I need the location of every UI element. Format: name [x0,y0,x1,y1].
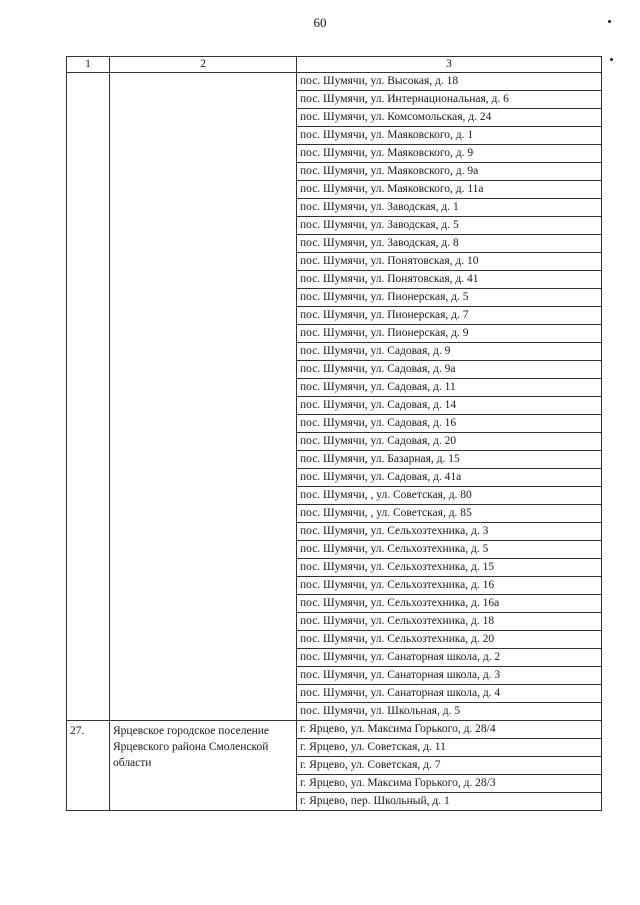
scan-speck [610,58,613,61]
address-cell: пос. Шумячи, ул. Интернациональная, д. 6 [297,91,602,109]
address-cell: пос. Шумячи, ул. Пионерская, д. 5 [297,289,602,307]
address-cell: пос. Шумячи, ул. Сельхозтехника, д. 15 [297,559,602,577]
address-cell: пос. Шумячи, ул. Маяковского, д. 9а [297,163,602,181]
address-table [66,56,602,811]
address-cell: пос. Шумячи, , ул. Советская, д. 80 [297,487,602,505]
address-cell: г. Ярцево, пер. Школьный, д. 1 [297,793,602,811]
address-cell: пос. Шумячи, ул. Заводская, д. 8 [297,235,602,253]
address-cell: г. Ярцево, ул. Максима Горького, д. 28/4 [297,721,602,739]
settlement-name-cell [110,73,297,721]
settlement-name-cell: Ярцевское городское поселение Ярцевского района Смоленской области [110,721,297,811]
address-cell: пос. Шумячи, ул. Пионерская, д. 9 [297,325,602,343]
table-row [67,721,602,739]
address-cell: пос. Шумячи, ул. Базарная, д. 15 [297,451,602,469]
address-cell: пос. Шумячи, ул. Школьная, д. 5 [297,703,602,721]
table-row [67,73,602,91]
address-cell: пос. Шумячи, ул. Садовая, д. 41а [297,469,602,487]
address-cell: пос. Шумячи, ул. Садовая, д. 14 [297,397,602,415]
address-cell: пос. Шумячи, ул. Садовая, д. 11 [297,379,602,397]
address-cell: пос. Шумячи, ул. Маяковского, д. 9 [297,145,602,163]
row-number-cell [67,73,110,721]
address-cell: г. Ярцево, ул. Советская, д. 11 [297,739,602,757]
row-number-cell: 27. [67,721,110,811]
address-cell: пос. Шумячи, ул. Сельхозтехника, д. 20 [297,631,602,649]
address-cell: пос. Шумячи, ул. Сельхозтехника, д. 3 [297,523,602,541]
address-cell: пос. Шумячи, ул. Сельхозтехника, д. 16 [297,577,602,595]
header-col-1: 1 [67,57,110,73]
address-cell: пос. Шумячи, , ул. Советская, д. 85 [297,505,602,523]
page-number: 60 [313,15,327,30]
address-cell: пос. Шумячи, ул. Садовая, д. 16 [297,415,602,433]
address-cell: пос. Шумячи, ул. Садовая, д. 9а [297,361,602,379]
address-cell: г. Ярцево, ул. Максима Горького, д. 28/3 [297,775,602,793]
address-cell: пос. Шумячи, ул. Сельхозтехника, д. 18 [297,613,602,631]
address-cell: пос. Шумячи, ул. Санаторная школа, д. 4 [297,685,602,703]
address-cell: пос. Шумячи, ул. Санаторная школа, д. 2 [297,649,602,667]
address-cell: пос. Шумячи, ул. Сельхозтехника, д. 16а [297,595,602,613]
address-cell: пос. Шумячи, ул. Сельхозтехника, д. 5 [297,541,602,559]
address-cell: пос. Шумячи, ул. Комсомольская, д. 24 [297,109,602,127]
address-cell: пос. Шумячи, ул. Маяковского, д. 11а [297,181,602,199]
address-cell: пос. Шумячи, ул. Садовая, д. 9 [297,343,602,361]
address-cell: пос. Шумячи, ул. Заводская, д. 5 [297,217,602,235]
address-cell: пос. Шумячи, ул. Понятовская, д. 41 [297,271,602,289]
header-col-2: 2 [110,57,297,73]
address-cell: пос. Шумячи, ул. Понятовская, д. 10 [297,253,602,271]
address-cell: пос. Шумячи, ул. Заводская, д. 1 [297,199,602,217]
address-cell: пос. Шумячи, ул. Высокая, д. 18 [297,73,602,91]
address-cell: пос. Шумячи, ул. Пионерская, д. 7 [297,307,602,325]
address-cell: пос. Шумячи, ул. Маяковского, д. 1 [297,127,602,145]
table-header [67,57,602,73]
address-cell: пос. Шумячи, ул. Санаторная школа, д. 3 [297,667,602,685]
address-cell: пос. Шумячи, ул. Садовая, д. 20 [297,433,602,451]
address-cell: г. Ярцево, ул. Советская, д. 7 [297,757,602,775]
table-body [67,73,602,811]
scan-speck [608,20,611,23]
header-col-3: 3 [297,57,602,73]
